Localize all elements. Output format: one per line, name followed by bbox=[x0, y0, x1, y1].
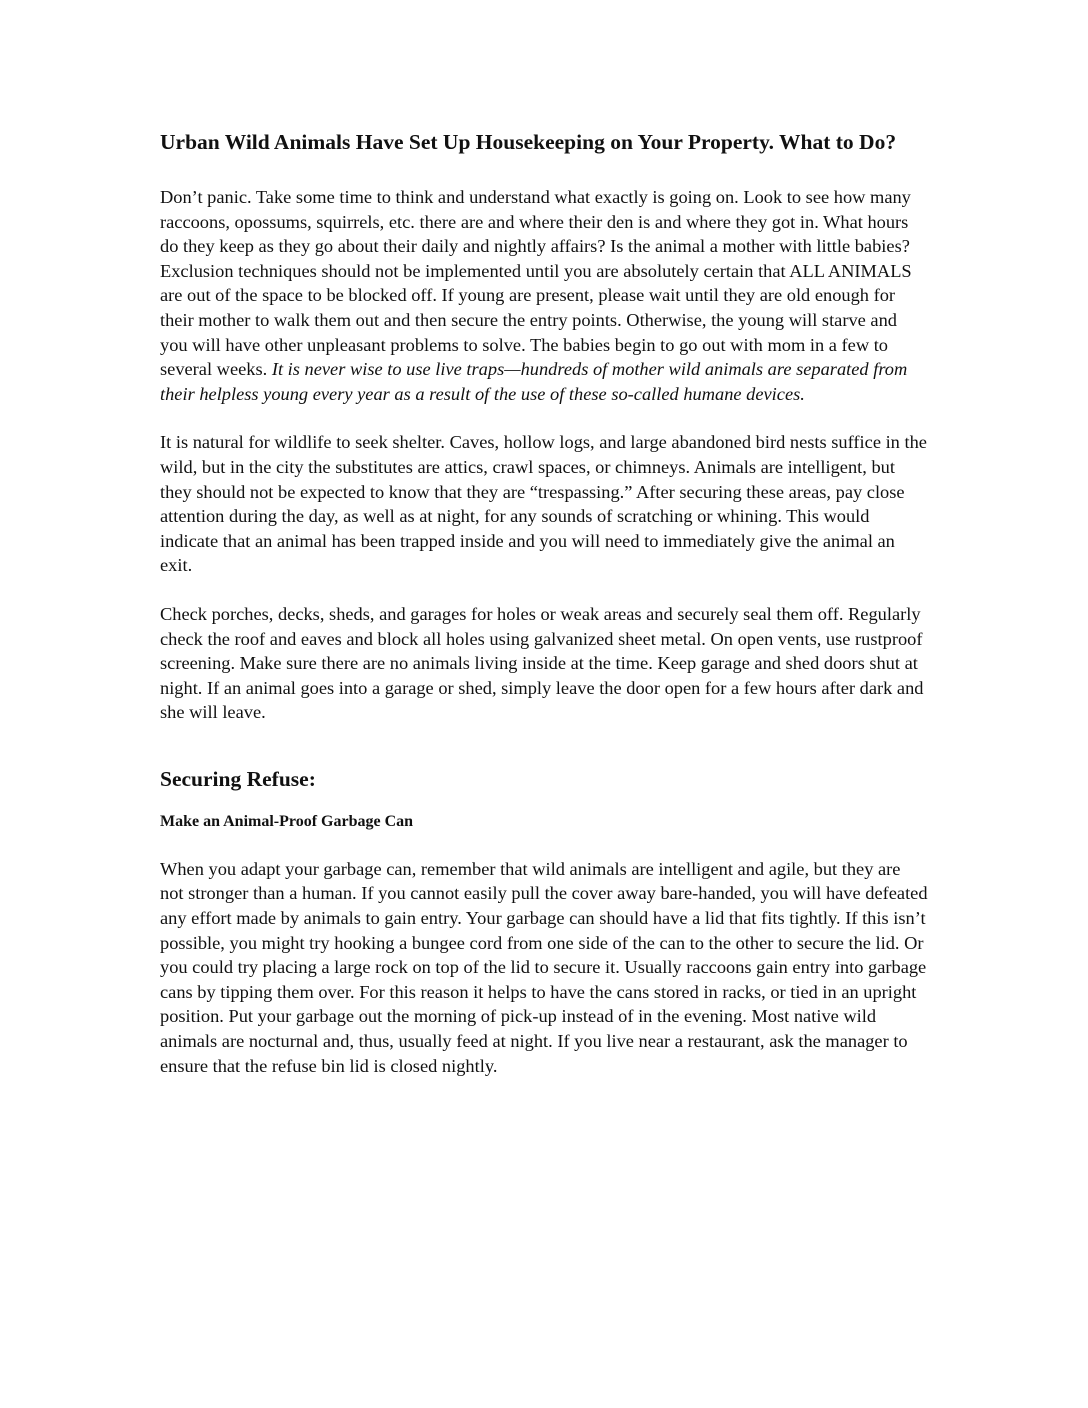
paragraph-check-porches: Check porches, decks, sheds, and garages for holes or weak areas and securely seal them off. Regularly check the roof and eaves and block all holes using galvanized sheet metal. On open vents, use rustproof screening. Make sure there are no animals living inside at the time. Keep garage and shed doors shut at night. If an animal goes into a garage or shed, simply leave the door open for a few hours after dark and she will leave. bbox=[160, 603, 924, 723]
document-page bbox=[160, 128, 928, 1102]
document-title: Urban Wild Animals Have Set Up Housekeeping on Your Property. What to Do? bbox=[160, 130, 897, 154]
paragraph-intro-italic: It is never wise to use live traps—hundreds of mother wild animals are separated from their helpless young every year as a result of the use of these so-called humane devices. bbox=[160, 359, 908, 404]
paragraph-shelter: It is natural for wildlife to seek shelter. Caves, hollow logs, and large abandoned bird nests suffice in the wild, but in the city the substitutes are attics, crawl spaces, or chimneys. Animals are intelligent, but they should not be expected to know that they are “trespassing.” After securing these areas, pay close attention during the day, as well as at night, for any sounds of scratching or whining. This would indicate that an animal has been trapped inside and you will need to immediately give the animal an exit. bbox=[160, 432, 927, 576]
section-heading-securing-refuse: Securing Refuse: bbox=[160, 766, 316, 791]
paragraph-intro bbox=[160, 185, 928, 406]
paragraph-garbage-can: When you adapt your garbage can, remember that wild animals are intelligent and agile, but they are not stronger than a human. If you cannot easily pull the cover away bare-handed, you will have defeated any effort made by animals to gain entry. Your garbage can should have a lid that fits tightly. If this isn’t possible, you might try hooking a bungee cord from one side of the can to the other to secure the lid. Or you could try placing a large rock on top of the lid to secure it. Usually raccoons gain entry into garbage cans by tipping them over. For this reason it helps to have the cans stored in racks, or tied in an upright position. Put your garbage out the morning of pick-up instead of in the evening. Most native wild animals are nocturnal and, thus, usually feed at night. If you live near a restaurant, ask the manager to ensure that the refuse bin lid is closed nightly. bbox=[160, 858, 928, 1076]
paragraph-intro-text: Don’t panic. Take some time to think and understand what exactly is going on. Look to see how many raccoons, opossums, squirrels, etc. there are and where their den is and where they got in. What hours do they keep as they go about their daily and nightly affairs? Is the animal a mother with little babies? Exclusion techniques should not be implemented until you are absolutely certain that ALL ANIMALS are out of the space to be blocked off. If young are present, please wait until they are old enough for their mother to walk them out and then secure the entry points. Otherwise, the young will starve and you will have other unpleasant problems to solve. The babies begin to go out with mom in a few to several weeks. bbox=[160, 187, 912, 380]
sub-heading-garbage-can: Make an Animal-Proof Garbage Can bbox=[160, 812, 414, 830]
